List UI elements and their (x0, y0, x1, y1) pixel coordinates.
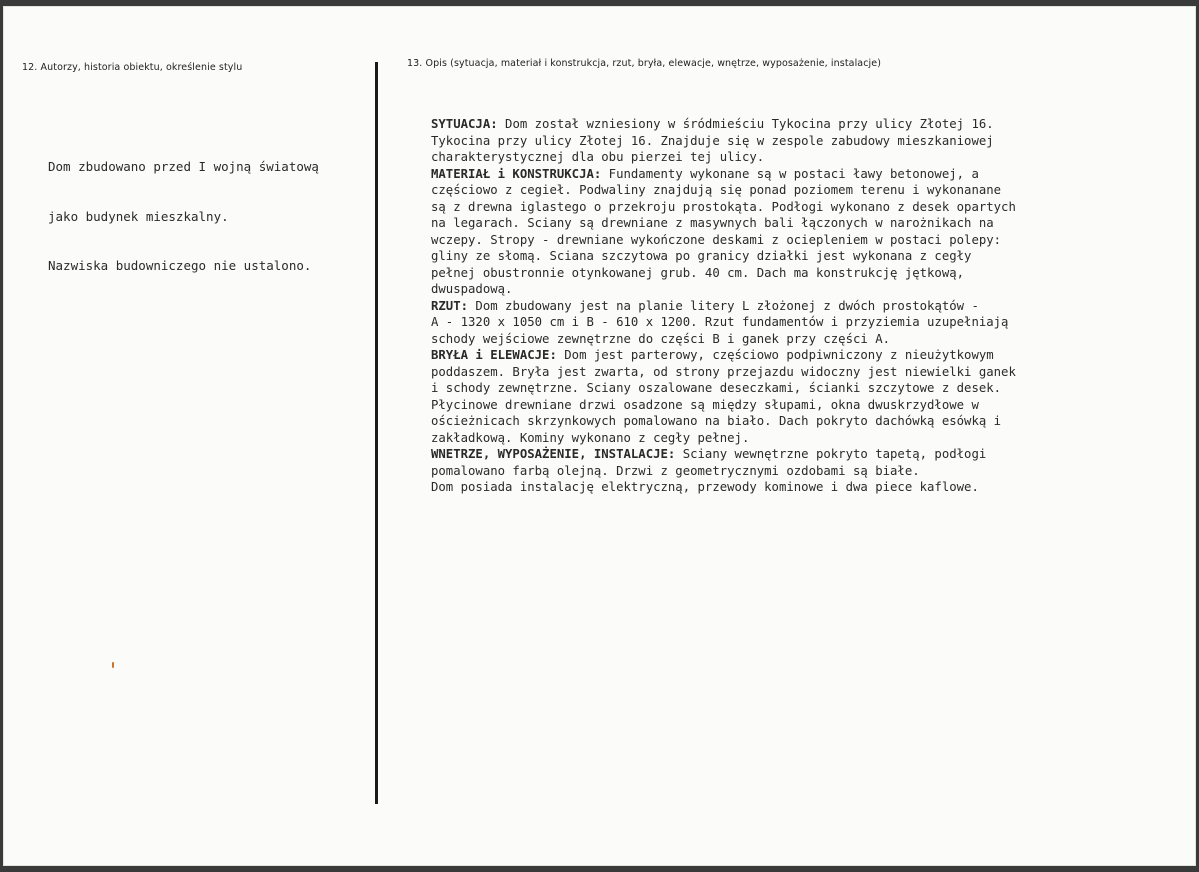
body-text: poddaszem. Bryła jest zwarta, od strony przejazdu widoczny jest niewielki ganek (431, 364, 1016, 379)
text-line (431, 265, 1171, 282)
text-line (431, 248, 1171, 265)
text-line (431, 166, 1171, 183)
text-line (431, 331, 1171, 348)
section-heading: SYTUACJA: (431, 117, 498, 131)
body-text: Dom jest parterowy, częściowo podpiwniczony z nieużytkowym (556, 348, 994, 362)
text-line: jako budynek mieszkalny. (48, 208, 229, 224)
text-line (431, 232, 1171, 249)
body-text: częściowo z cegieł. Podwaliny znajdują się ponad poziomem terenu i wykonanane (431, 183, 1002, 197)
authors-history-text (48, 126, 368, 308)
text-line (431, 413, 1171, 430)
text-line (431, 446, 1171, 463)
text-line (431, 430, 1171, 447)
body-text: charakterystycznej dla obu pierzei tej ulicy. (431, 150, 765, 164)
section-heading: BRYŁA i ELEWACJE: (431, 348, 557, 362)
body-text: pełnej obustronnie otynkowanej grub. 40 cm. Dach ma konstrukcję jętkową, (431, 265, 965, 280)
text-line (431, 397, 1171, 414)
text-line (431, 215, 1171, 232)
text-line (431, 380, 1171, 397)
body-text: na legarach. Sciany są drewniane z masywnych bali łączonych w narożnikach na (431, 216, 994, 230)
body-text: Płycinowe drewniane drzwi osadzone są między słupami, okna dwuskrzydłowe w (431, 397, 979, 412)
section-13-header: 13. Opis (sytuacja, materiał i konstrukcja, rzut, bryła, elewacje, wnętrze, wyposażenie, instalacje) (407, 58, 882, 69)
body-text: są z drewna iglastego o przekroju prostokąta. Podłogi wykonano z desek opartych (431, 199, 1016, 214)
body-text: zakładkową. Kominy wykonano z cegły pełnej. (431, 430, 750, 445)
body-text: dwuspadową. (431, 282, 513, 296)
text-line (431, 314, 1171, 331)
text-line (431, 199, 1171, 216)
section-12-header: 12. Autorzy, historia obiektu, określenie stylu (22, 62, 243, 73)
body-text: Sciany wewnętrzne pokryto tapetą, podłogi (675, 447, 987, 461)
text-line: Nazwiska budowniczego nie ustalono. (48, 258, 312, 273)
body-text: Dom został wzniesiony w śródmieściu Tykocina przy ulicy Złotej 16. (497, 117, 994, 131)
section-heading: WNETRZE, WYPOSAŻENIE, INSTALACJE: (431, 447, 676, 461)
body-text: Dom posiada instalację elektryczną, przewody kominowe i dwa piece kaflowe. (431, 480, 979, 494)
text-line (431, 347, 1171, 364)
text-line (431, 479, 1171, 496)
text-line (431, 298, 1171, 315)
paper-speck (112, 662, 114, 668)
body-text: Dom zbudowany jest na planie litery L złożonej z dwóch prostokątów - (468, 298, 979, 313)
section-heading: MATERIAŁ i KONSTRUKCJA: (431, 166, 602, 181)
text-line (431, 463, 1171, 480)
body-text: wczepy. Stropy - drewniane wykończone deskami z ociepleniem w postaci polepy: (431, 232, 1002, 247)
text-line: Dom zbudowano przed I wojną światową (48, 159, 319, 174)
description-text (431, 116, 1171, 496)
body-text: Fundamenty wykonane są w postaci ławy betonowej, a (601, 166, 979, 181)
text-line (431, 364, 1171, 381)
body-text: i schody zewnętrzne. Sciany oszalowane deseczkami, ścianki szczytowe z desek. (431, 381, 1002, 395)
text-line (431, 116, 1171, 133)
body-text: ościeżnicach skrzynkowych pomalowano na biało. Dach pokryto dachówką esówką i (431, 414, 1002, 428)
document-sheet (3, 6, 1196, 866)
text-line (431, 149, 1171, 166)
text-line (431, 281, 1171, 298)
column-divider (375, 62, 378, 804)
body-text: pomalowano farbą olejną. Drzwi z geometrycznymi ozdobami są białe. (431, 463, 920, 478)
text-line (431, 182, 1171, 199)
body-text: gliny ze słomą. Sciana szczytowa po granicy działki jest wykonana z cegły (431, 249, 972, 263)
body-text: A - 1320 x 1050 cm i B - 610 x 1200. Rzut fundamentów i przyziemia uzupełniają (431, 315, 1009, 329)
section-heading: RZUT: (431, 298, 469, 313)
text-line (431, 133, 1171, 150)
body-text: schody wejściowe zewnętrzne do części B i ganek przy części A. (431, 331, 891, 346)
body-text: Tykocina przy ulicy Złotej 16. Znajduje się w zespole zabudowy mieszkaniowej (431, 133, 994, 148)
